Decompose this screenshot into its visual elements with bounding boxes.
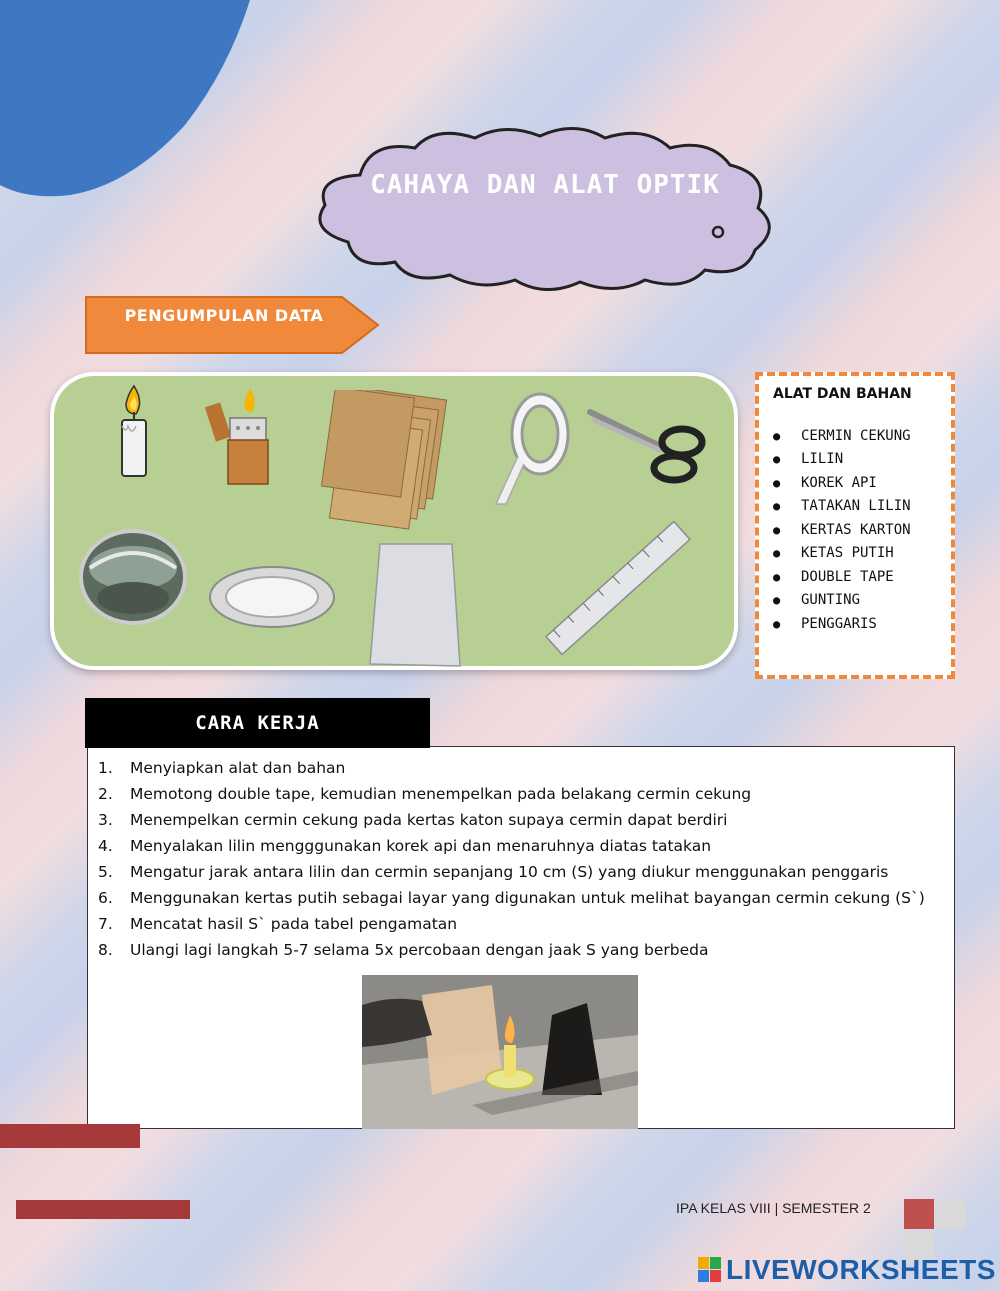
page-title: CAHAYA DAN ALAT OPTIK	[370, 170, 720, 200]
white-paper-image	[366, 540, 466, 670]
section-arrow-tag	[84, 295, 382, 355]
procedure-title: CARA KERJA	[85, 698, 430, 748]
concave-mirror-image	[78, 528, 188, 626]
candle-holder-image	[206, 562, 338, 632]
list-item: 8. Ulangi lagi langkah 5-7 selama 5x percobaan dengan jaak S yang berbeda	[98, 941, 709, 959]
list-item: ● LILIN	[773, 451, 844, 468]
decorative-red-bar	[16, 1200, 190, 1219]
brand-name: LIVEWORKSHEETS	[726, 1254, 996, 1285]
list-item: 3. Menempelkan cermin cekung pada kertas katon supaya cermin dapat berdiri	[98, 811, 728, 829]
list-item: ● PENGGARIS	[773, 615, 877, 632]
list-item: 4. Menyalakan lilin mengggunakan korek api dan menaruhnya diatas tatakan	[98, 837, 712, 855]
decorative-square	[904, 1199, 934, 1229]
live-badge-icon	[698, 1257, 722, 1283]
section-label: PENGUMPULAN DATA	[124, 306, 324, 325]
list-item: ● GUNTING	[773, 592, 861, 609]
corner-blue-shape	[0, 0, 260, 200]
procedure-steps	[98, 755, 925, 963]
list-item: ● KERTAS KARTON	[773, 521, 911, 538]
ruler-image	[538, 514, 698, 662]
liveworksheets-logo	[698, 1254, 996, 1286]
decorative-square	[936, 1199, 966, 1229]
double-tape-image	[488, 386, 572, 510]
list-item: ● TATAKAN LILIN	[773, 498, 911, 515]
list-item: 6. Menggunakan kertas putih sebagai layar yang digunakan untuk melihat bayangan cermin cekung (S`)	[98, 889, 925, 907]
experiment-photo	[362, 975, 638, 1129]
scissors-image	[586, 406, 710, 486]
list-item: 7. Mencatat hasil S` pada tabel pengamatan	[98, 915, 458, 933]
tools-image-panel	[50, 372, 738, 670]
materials-list	[773, 424, 911, 636]
cardboard-sheets-image	[320, 390, 450, 540]
list-item: 5. Mengatur jarak antara lilin dan cermin sepanjang 10 cm (S) yang diukur menggunakan penggaris	[98, 863, 889, 881]
materials-box	[755, 372, 955, 679]
list-item: ● KETAS PUTIH	[773, 545, 894, 562]
list-item: ● DOUBLE TAPE	[773, 568, 894, 585]
list-item: 1. Menyiapkan alat dan bahan	[98, 759, 346, 777]
candle-image	[114, 382, 154, 480]
title-cloud	[300, 120, 790, 295]
materials-title: ALAT DAN BAHAN	[773, 386, 912, 402]
lighter-image	[204, 384, 274, 488]
list-item: ● KOREK API	[773, 474, 877, 491]
decorative-red-bar	[0, 1124, 140, 1148]
list-item: ● CERMIN CEKUNG	[773, 427, 911, 444]
list-item: 2. Memotong double tape, kemudian menempelkan pada belakang cermin cekung	[98, 785, 752, 803]
footer-label: IPA KELAS VIII | SEMESTER 2	[676, 1200, 871, 1216]
